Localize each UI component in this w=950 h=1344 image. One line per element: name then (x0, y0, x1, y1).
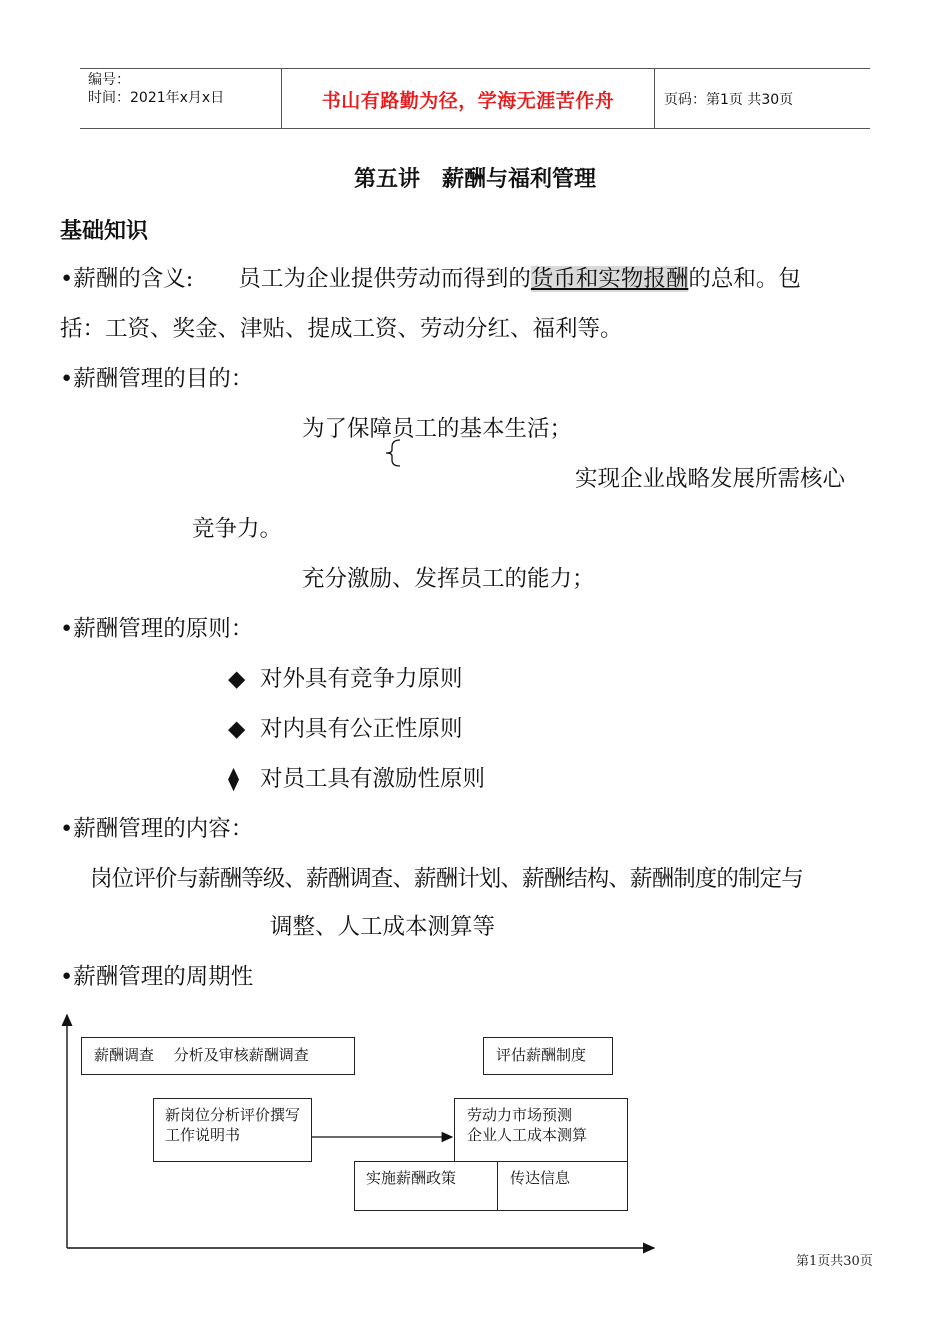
page-footer: 第1页共30页 (796, 1254, 873, 1269)
box-evaluate-label: 评估薪酬制度 (496, 1046, 587, 1064)
header-motto: 书山有路勤为径，学海无涯苦作舟 (321, 90, 615, 112)
purpose-item-2a: 实现企业战略发展所需核心 (575, 466, 846, 492)
principle-text: 对内具有公正性原则 (260, 716, 463, 742)
definition-text-end: 的总和。包 (688, 266, 801, 292)
lozenge-icon: ⧫ (228, 766, 240, 792)
number-label: 编号： (88, 72, 130, 88)
content-line-1: 岗位评价与薪酬等级、薪酬调查、薪酬计划、薪酬结构、薪酬制度的制定与 (90, 866, 803, 892)
box-communicate (497, 1161, 628, 1211)
box-communicate-label: 传达信息 (510, 1169, 571, 1187)
diamond-icon: ◆ (228, 666, 246, 692)
box-salary-survey (81, 1037, 355, 1075)
principles-heading: •薪酬管理的原则： (60, 616, 254, 642)
content-line-2: 调整、人工成本测算等 (270, 914, 496, 940)
box-new-post-analysis (153, 1098, 312, 1162)
box-forecast-line-2: 企业人工成本测算 (467, 1126, 588, 1144)
page-title: 第五讲 薪酬与福利管理 (353, 167, 596, 192)
purpose-item-2b: 竞争力。 (192, 516, 283, 542)
definition-line-2: 括：工资、奖金、津贴、提成工资、劳动分红、福利等。 (60, 316, 623, 342)
time-label: 时间：2021年x月x日 (88, 90, 225, 106)
diamond-icon: ◆ (228, 716, 246, 742)
definition-text-start: •薪酬的含义: 员工为企业提供劳动而得到的 (60, 266, 531, 292)
principle-text: 对员工具有激励性原则 (260, 766, 486, 792)
content-heading: •薪酬管理的内容： (60, 816, 254, 842)
box-evaluate-system (483, 1037, 613, 1075)
box-forecast (454, 1098, 628, 1162)
box-forecast-line-1: 劳动力市场预测 (467, 1106, 573, 1124)
principle-text: 对外具有竞争力原则 (260, 666, 463, 692)
section-heading: 基础知识 (60, 219, 149, 244)
definition-highlight: 货币和实物报酬 (530, 266, 689, 292)
box-implement-policy (354, 1161, 498, 1211)
box-new-post-label: 新岗位分析评价撰写工作说明书 (165, 1106, 301, 1144)
box-salary-survey-label: 薪酬调查 分析及审核薪酬调查 (94, 1046, 309, 1064)
purpose-item-1: 为了保障员工的基本生活； (302, 416, 573, 442)
cycle-heading: •薪酬管理的周期性 (60, 964, 254, 990)
purpose-item-3: 充分激励、发挥员工的能力； (302, 566, 595, 592)
box-implement-label: 实施薪酬政策 (366, 1169, 457, 1187)
header-page-label: 页码：第1页 共30页 (664, 92, 794, 108)
purpose-heading: •薪酬管理的目的： (60, 366, 254, 392)
